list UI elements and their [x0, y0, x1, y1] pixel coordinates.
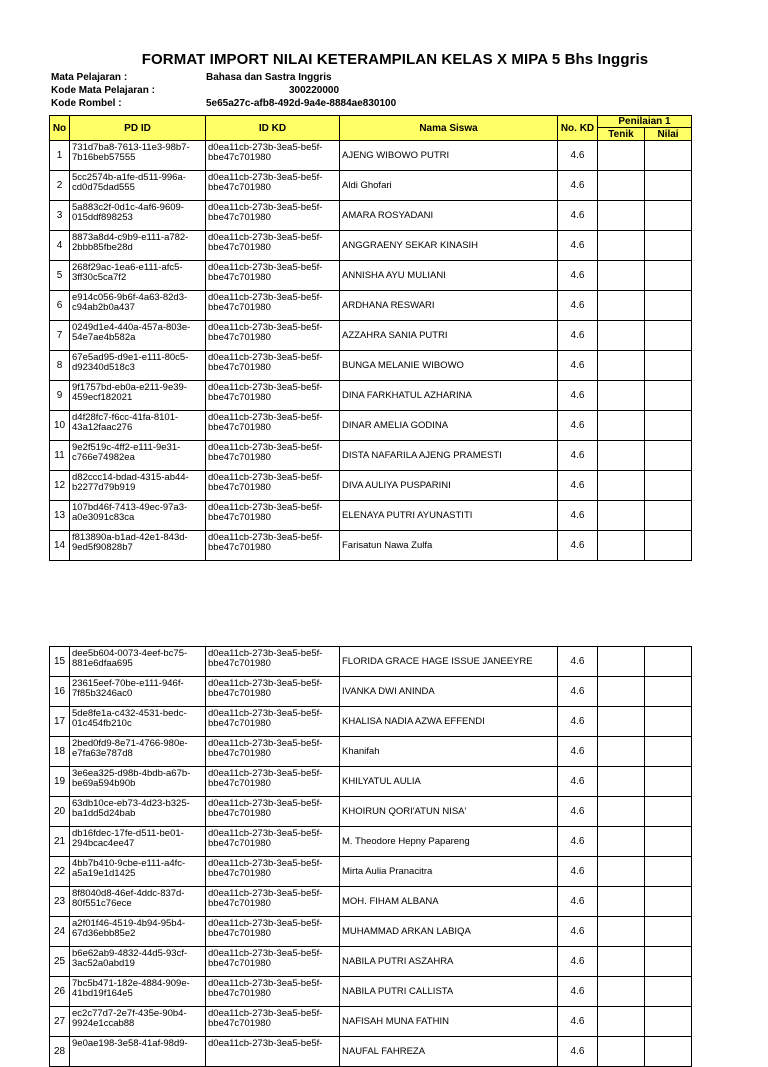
- nama-siswa-cell: IVANKA DWI ANINDA: [340, 677, 558, 707]
- pd-id-cell: a2f01f46-4519-4b94-95b4-67d36ebb85e2: [70, 917, 206, 947]
- row-number: 2: [50, 171, 70, 201]
- no-kd-cell: 4.6: [558, 531, 598, 561]
- pd-id-cell: 3e6ea325-d98b-4bdb-a67b-be69a594b90b: [70, 767, 206, 797]
- nilai-cell[interactable]: [645, 321, 692, 351]
- teknik-cell[interactable]: [598, 1037, 645, 1067]
- no-kd-cell: 4.6: [558, 797, 598, 827]
- table-row: [50, 647, 692, 677]
- no-kd-cell: 4.6: [558, 677, 598, 707]
- id-kd-cell: d0ea11cb-273b-3ea5-be5f-bbe47c701980: [206, 501, 340, 531]
- nama-siswa-cell: AJENG WIBOWO PUTRI: [340, 141, 558, 171]
- table-row: [50, 171, 692, 201]
- id-kd-cell: d0ea11cb-273b-3ea5-be5f-bbe47c701980: [206, 647, 340, 677]
- no-kd-cell: 4.6: [558, 201, 598, 231]
- pd-id-cell: 67e5ad95-d9e1-e111-80c5-d92340d518c3: [70, 351, 206, 381]
- pd-id-cell: 5a883c2f-0d1c-4af6-9609-015ddf898253: [70, 201, 206, 231]
- nama-siswa-cell: MUHAMMAD ARKAN LABIQA: [340, 917, 558, 947]
- nilai-cell[interactable]: [645, 231, 692, 261]
- teknik-cell[interactable]: [598, 261, 645, 291]
- row-number: 5: [50, 261, 70, 291]
- teknik-cell[interactable]: [598, 647, 645, 677]
- teknik-cell[interactable]: [598, 917, 645, 947]
- table-row: [50, 1007, 692, 1037]
- row-number: 12: [50, 471, 70, 501]
- table-row: [50, 887, 692, 917]
- no-kd-cell: 4.6: [558, 977, 598, 1007]
- nama-siswa-cell: Farisatun Nawa Zulfa: [340, 531, 558, 561]
- id-kd-cell: d0ea11cb-273b-3ea5-be5f-bbe47c701980: [206, 141, 340, 171]
- teknik-cell[interactable]: [598, 827, 645, 857]
- table-row: [50, 767, 692, 797]
- id-kd-cell: d0ea11cb-273b-3ea5-be5f-bbe47c701980: [206, 857, 340, 887]
- row-number: 6: [50, 291, 70, 321]
- nilai-cell[interactable]: [645, 1037, 692, 1067]
- nama-siswa-cell: ELENAYA PUTRI AYUNASTITI: [340, 501, 558, 531]
- nama-siswa-cell: Aldi Ghofari: [340, 171, 558, 201]
- pd-id-cell: 4bb7b410-9cbe-e111-a4fc-a5a19e1d1425: [70, 857, 206, 887]
- id-kd-cell: d0ea11cb-273b-3ea5-be5f-bbe47c701980: [206, 261, 340, 291]
- id-kd-cell: d0ea11cb-273b-3ea5-be5f-bbe47c701980: [206, 471, 340, 501]
- row-number: 27: [50, 1007, 70, 1037]
- nilai-cell[interactable]: [645, 261, 692, 291]
- table-row: [50, 411, 692, 441]
- teknik-cell[interactable]: [598, 411, 645, 441]
- pd-id-cell: 731d7ba8-7613-11e3-98b7-7b16beb57555: [70, 141, 206, 171]
- header-no: No: [50, 116, 70, 141]
- id-kd-cell: d0ea11cb-273b-3ea5-be5f-bbe47c701980: [206, 827, 340, 857]
- pd-id-cell: b6e62ab9-4832-44d5-93cf-3ac52a0abd19: [70, 947, 206, 977]
- nama-siswa-cell: NAUFAL FAHREZA: [340, 1037, 558, 1067]
- nilai-cell[interactable]: [645, 201, 692, 231]
- header-id-kd: ID KD: [206, 116, 340, 141]
- nilai-cell[interactable]: [645, 647, 692, 677]
- id-kd-cell: d0ea11cb-273b-3ea5-be5f-bbe47c701980: [206, 411, 340, 441]
- nilai-cell[interactable]: [645, 887, 692, 917]
- nama-siswa-cell: Khanifah: [340, 737, 558, 767]
- nilai-cell[interactable]: [645, 501, 692, 531]
- nama-siswa-cell: NAFISAH MUNA FATHIN: [340, 1007, 558, 1037]
- nilai-cell[interactable]: [645, 141, 692, 171]
- teknik-cell[interactable]: [598, 381, 645, 411]
- pd-id-cell: 8873a8d4-c9b9-e111-a782-2bbb85fbe28d: [70, 231, 206, 261]
- header-pd-id: PD ID: [70, 116, 206, 141]
- id-kd-cell: d0ea11cb-273b-3ea5-be5f-bbe47c701980: [206, 707, 340, 737]
- table-row: [50, 857, 692, 887]
- pd-id-cell: 2bed0fd9-8e71-4766-980e-e7fa63e787d8: [70, 737, 206, 767]
- pd-id-cell: d4f28fc7-f6cc-41fa-8101-43a12faac276: [70, 411, 206, 441]
- teknik-cell[interactable]: [598, 767, 645, 797]
- table-row: [50, 231, 692, 261]
- no-kd-cell: 4.6: [558, 887, 598, 917]
- nilai-cell[interactable]: [645, 707, 692, 737]
- row-number: 18: [50, 737, 70, 767]
- nilai-cell[interactable]: [645, 441, 692, 471]
- pd-id-cell: 63db10ce-eb73-4d23-b325-ba1dd5d24bab: [70, 797, 206, 827]
- table-row: [50, 737, 692, 767]
- teknik-cell[interactable]: [598, 351, 645, 381]
- table-row: [50, 977, 692, 1007]
- row-number: 10: [50, 411, 70, 441]
- teknik-cell[interactable]: [598, 737, 645, 767]
- header-nilai: Nilai: [645, 128, 692, 141]
- row-number: 9: [50, 381, 70, 411]
- mapel-value: Bahasa dan Sastra Inggris: [206, 72, 332, 83]
- id-kd-cell: d0ea11cb-273b-3ea5-be5f-: [206, 1037, 340, 1067]
- header-nama-siswa: Nama Siswa: [340, 116, 558, 141]
- pd-id-cell: 9e2f519c-4ff2-e111-9e31-c766e74982ea: [70, 441, 206, 471]
- header-no-kd: No. KD: [558, 116, 598, 141]
- nama-siswa-cell: KHILYATUL AULIA: [340, 767, 558, 797]
- teknik-cell[interactable]: [598, 171, 645, 201]
- nama-siswa-cell: NABILA PUTRI CALLISTA: [340, 977, 558, 1007]
- kode-mapel-value: 300220000: [289, 85, 340, 96]
- row-number: 17: [50, 707, 70, 737]
- nama-siswa-cell: ARDHANA RESWARI: [340, 291, 558, 321]
- id-kd-cell: d0ea11cb-273b-3ea5-be5f-bbe47c701980: [206, 531, 340, 561]
- row-number: 8: [50, 351, 70, 381]
- table-row: [50, 797, 692, 827]
- nilai-cell[interactable]: [645, 797, 692, 827]
- nilai-cell[interactable]: [645, 531, 692, 561]
- nama-siswa-cell: NABILA PUTRI ASZAHRA: [340, 947, 558, 977]
- teknik-cell[interactable]: [598, 231, 645, 261]
- row-number: 28: [50, 1037, 70, 1067]
- nilai-cell[interactable]: [645, 291, 692, 321]
- id-kd-cell: d0ea11cb-273b-3ea5-be5f-bbe47c701980: [206, 1007, 340, 1037]
- id-kd-cell: d0ea11cb-273b-3ea5-be5f-bbe47c701980: [206, 917, 340, 947]
- id-kd-cell: d0ea11cb-273b-3ea5-be5f-bbe47c701980: [206, 977, 340, 1007]
- no-kd-cell: 4.6: [558, 1037, 598, 1067]
- no-kd-cell: 4.6: [558, 737, 598, 767]
- nilai-cell[interactable]: [645, 471, 692, 501]
- table-row: [50, 291, 692, 321]
- table-row: [50, 677, 692, 707]
- pd-id-cell: 8f8040d8-46ef-4ddc-837d-80f551c76ece: [70, 887, 206, 917]
- row-number: 21: [50, 827, 70, 857]
- nama-siswa-cell: DINA FARKHATUL AZHARINA: [340, 381, 558, 411]
- row-number: 13: [50, 501, 70, 531]
- pd-id-cell: d82ccc14-bdad-4315-ab44-b2277d79b919: [70, 471, 206, 501]
- id-kd-cell: d0ea11cb-273b-3ea5-be5f-bbe47c701980: [206, 737, 340, 767]
- no-kd-cell: 4.6: [558, 411, 598, 441]
- row-number: 7: [50, 321, 70, 351]
- nama-siswa-cell: DIVA AULIYA PUSPARINI: [340, 471, 558, 501]
- nilai-cell[interactable]: [645, 917, 692, 947]
- table-row: [50, 351, 692, 381]
- no-kd-cell: 4.6: [558, 471, 598, 501]
- pd-id-cell: 23615eef-70be-e111-946f-7f85b3246ac0: [70, 677, 206, 707]
- no-kd-cell: 4.6: [558, 171, 598, 201]
- no-kd-cell: 4.6: [558, 857, 598, 887]
- id-kd-cell: d0ea11cb-273b-3ea5-be5f-bbe47c701980: [206, 797, 340, 827]
- nilai-cell[interactable]: [645, 947, 692, 977]
- no-kd-cell: 4.6: [558, 381, 598, 411]
- page-title: FORMAT IMPORT NILAI KETERAMPILAN KELAS X MIPA 5 Bhs Inggris: [141, 51, 649, 68]
- id-kd-cell: d0ea11cb-273b-3ea5-be5f-bbe47c701980: [206, 441, 340, 471]
- nilai-cell[interactable]: [645, 171, 692, 201]
- table-row: [50, 1037, 692, 1067]
- table-row: [50, 707, 692, 737]
- no-kd-cell: 4.6: [558, 1007, 598, 1037]
- teknik-cell[interactable]: [598, 707, 645, 737]
- row-number: 16: [50, 677, 70, 707]
- table-row: [50, 501, 692, 531]
- no-kd-cell: 4.6: [558, 321, 598, 351]
- no-kd-cell: 4.6: [558, 141, 598, 171]
- teknik-cell[interactable]: [598, 501, 645, 531]
- pd-id-cell: f813890a-b1ad-42e1-843d-9ed5f90828b7: [70, 531, 206, 561]
- row-number: 14: [50, 531, 70, 561]
- nilai-cell[interactable]: [645, 977, 692, 1007]
- teknik-cell[interactable]: [598, 471, 645, 501]
- nama-siswa-cell: DISTA NAFARILA AJENG PRAMESTI: [340, 441, 558, 471]
- nilai-cell[interactable]: [645, 767, 692, 797]
- teknik-cell[interactable]: [598, 141, 645, 171]
- pd-id-cell: e914c056-9b6f-4a63-82d3-c94ab2b0a437: [70, 291, 206, 321]
- nilai-cell[interactable]: [645, 677, 692, 707]
- header-penilaian: Penilaian 1: [598, 116, 692, 128]
- kode-rombel-label: Kode Rombel :: [51, 98, 122, 109]
- row-number: 25: [50, 947, 70, 977]
- meta-block: [0, 72, 768, 112]
- nama-siswa-cell: MOH. FIHAM ALBANA: [340, 887, 558, 917]
- id-kd-cell: d0ea11cb-273b-3ea5-be5f-bbe47c701980: [206, 231, 340, 261]
- no-kd-cell: 4.6: [558, 291, 598, 321]
- pd-id-cell: 5cc2574b-a1fe-d511-996a-cd0d75dad555: [70, 171, 206, 201]
- table-row: [50, 917, 692, 947]
- nilai-cell[interactable]: [645, 1007, 692, 1037]
- teknik-cell[interactable]: [598, 201, 645, 231]
- row-number: 23: [50, 887, 70, 917]
- table-row: [50, 441, 692, 471]
- pd-id-cell: 9f1757bd-eb0a-e211-9e39-459ecf182021: [70, 381, 206, 411]
- nama-siswa-cell: KHOIRUN QORI'ATUN NISA': [340, 797, 558, 827]
- header-teknik: Tenik: [598, 128, 645, 141]
- nama-siswa-cell: DINAR AMELIA GODINA: [340, 411, 558, 441]
- row-number: 26: [50, 977, 70, 1007]
- no-kd-cell: 4.6: [558, 231, 598, 261]
- grade-table-page-2: [49, 646, 692, 1067]
- table-row: [50, 321, 692, 351]
- nilai-cell[interactable]: [645, 411, 692, 441]
- row-number: 11: [50, 441, 70, 471]
- table-row: [50, 827, 692, 857]
- no-kd-cell: 4.6: [558, 647, 598, 677]
- no-kd-cell: 4.6: [558, 917, 598, 947]
- nilai-cell[interactable]: [645, 857, 692, 887]
- table-row: [50, 947, 692, 977]
- id-kd-cell: d0ea11cb-273b-3ea5-be5f-bbe47c701980: [206, 767, 340, 797]
- row-number: 15: [50, 647, 70, 677]
- pd-id-cell: 7bc5b471-182e-4884-909e-41bd19f164e5: [70, 977, 206, 1007]
- pd-id-cell: 107bd46f-7413-49ec-97a3-a0e3091c83ca: [70, 501, 206, 531]
- no-kd-cell: 4.6: [558, 707, 598, 737]
- row-number: 24: [50, 917, 70, 947]
- pd-id-cell: ec2c77d7-2e7f-435e-90b4-9924e1ccab88: [70, 1007, 206, 1037]
- nama-siswa-cell: Mirta Aulia Pranacitra: [340, 857, 558, 887]
- nama-siswa-cell: ANNISHA AYU MULIANI: [340, 261, 558, 291]
- nama-siswa-cell: ANGGRAENY SEKAR KINASIH: [340, 231, 558, 261]
- id-kd-cell: d0ea11cb-273b-3ea5-be5f-bbe47c701980: [206, 171, 340, 201]
- pd-id-cell: dee5b604-0073-4eef-bc75-881e6dfaa695: [70, 647, 206, 677]
- teknik-cell[interactable]: [598, 887, 645, 917]
- table-row: [50, 201, 692, 231]
- nama-siswa-cell: AMARA ROSYADANI: [340, 201, 558, 231]
- id-kd-cell: d0ea11cb-273b-3ea5-be5f-bbe47c701980: [206, 351, 340, 381]
- table-row: [50, 141, 692, 171]
- row-number: 19: [50, 767, 70, 797]
- no-kd-cell: 4.6: [558, 501, 598, 531]
- id-kd-cell: d0ea11cb-273b-3ea5-be5f-bbe47c701980: [206, 887, 340, 917]
- teknik-cell[interactable]: [598, 677, 645, 707]
- grade-table-page-1: [49, 115, 692, 561]
- id-kd-cell: d0ea11cb-273b-3ea5-be5f-bbe47c701980: [206, 291, 340, 321]
- nama-siswa-cell: AZZAHRA SANIA PUTRI: [340, 321, 558, 351]
- teknik-cell[interactable]: [598, 291, 645, 321]
- id-kd-cell: d0ea11cb-273b-3ea5-be5f-bbe47c701980: [206, 201, 340, 231]
- id-kd-cell: d0ea11cb-273b-3ea5-be5f-bbe47c701980: [206, 677, 340, 707]
- pd-id-cell: db16fdec-17fe-d511-be01-294bcac4ee47: [70, 827, 206, 857]
- teknik-cell[interactable]: [598, 797, 645, 827]
- row-number: 3: [50, 201, 70, 231]
- mapel-label: Mata Pelajaran :: [51, 72, 128, 83]
- table-row: [50, 531, 692, 561]
- teknik-cell[interactable]: [598, 321, 645, 351]
- teknik-cell[interactable]: [598, 947, 645, 977]
- no-kd-cell: 4.6: [558, 947, 598, 977]
- kode-mapel-label: Kode Mata Pelajaran :: [51, 85, 155, 96]
- table-row: [50, 471, 692, 501]
- nilai-cell[interactable]: [645, 737, 692, 767]
- teknik-cell[interactable]: [598, 977, 645, 1007]
- row-number: 20: [50, 797, 70, 827]
- nama-siswa-cell: BUNGA MELANIE WIBOWO: [340, 351, 558, 381]
- pd-id-cell: 0249d1e4-440a-457a-803e-54e7ae4b582a: [70, 321, 206, 351]
- teknik-cell[interactable]: [598, 857, 645, 887]
- nilai-cell[interactable]: [645, 351, 692, 381]
- pd-id-cell: 5de8fe1a-c432-4531-bedc-01c454fb210c: [70, 707, 206, 737]
- kode-rombel-value: 5e65a27c-afb8-492d-9a4e-8884ae830100: [206, 98, 397, 109]
- table-row: [50, 261, 692, 291]
- id-kd-cell: d0ea11cb-273b-3ea5-be5f-bbe47c701980: [206, 381, 340, 411]
- id-kd-cell: d0ea11cb-273b-3ea5-be5f-bbe47c701980: [206, 321, 340, 351]
- row-number: 22: [50, 857, 70, 887]
- nama-siswa-cell: KHALISA NADIA AZWA EFFENDI: [340, 707, 558, 737]
- no-kd-cell: 4.6: [558, 441, 598, 471]
- teknik-cell[interactable]: [598, 531, 645, 561]
- nama-siswa-cell: M. Theodore Hepny Papareng: [340, 827, 558, 857]
- nilai-cell[interactable]: [645, 827, 692, 857]
- teknik-cell[interactable]: [598, 1007, 645, 1037]
- row-number: 4: [50, 231, 70, 261]
- no-kd-cell: 4.6: [558, 261, 598, 291]
- table-row: [50, 381, 692, 411]
- nilai-cell[interactable]: [645, 381, 692, 411]
- pd-id-cell: 9e0ae198-3e58-41af-98d9-: [70, 1037, 206, 1067]
- teknik-cell[interactable]: [598, 441, 645, 471]
- nama-siswa-cell: FLORIDA GRACE HAGE ISSUE JANEEYRE: [340, 647, 558, 677]
- id-kd-cell: d0ea11cb-273b-3ea5-be5f-bbe47c701980: [206, 947, 340, 977]
- no-kd-cell: 4.6: [558, 767, 598, 797]
- no-kd-cell: 4.6: [558, 827, 598, 857]
- pd-id-cell: 268f29ac-1ea6-e111-afc5-3ff30c5ca7f2: [70, 261, 206, 291]
- row-number: 1: [50, 141, 70, 171]
- no-kd-cell: 4.6: [558, 351, 598, 381]
